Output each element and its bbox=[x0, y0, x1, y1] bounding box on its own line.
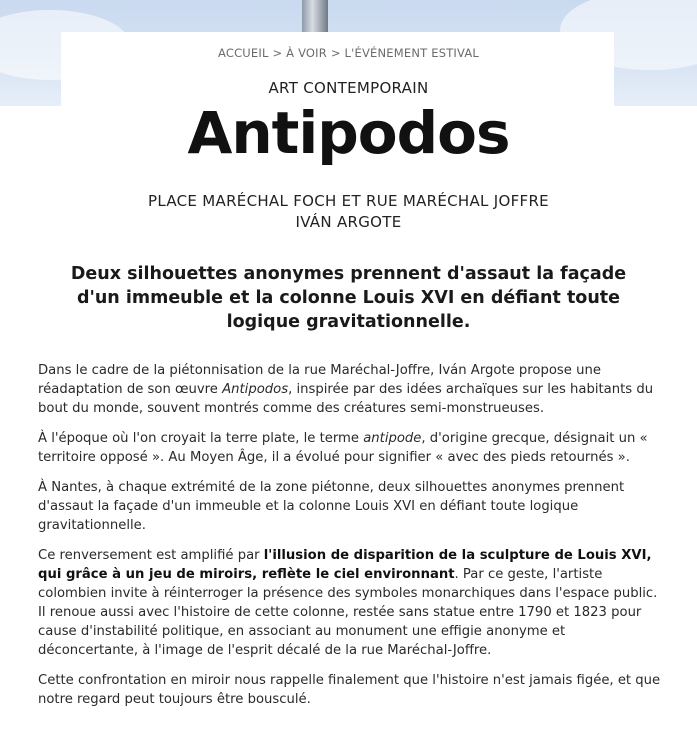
event-location bbox=[0, 191, 697, 233]
text-span: , d'origine grecque, désignait un « territoire opposé ». Au Moyen Âge, il a évolué pour signifier « avec des pieds retournés ». bbox=[38, 431, 648, 465]
breadcrumb-separator: > bbox=[268, 46, 287, 60]
paragraph-etymology bbox=[38, 429, 663, 467]
location-address: PLACE MARÉCHAL FOCH ET RUE MARÉCHAL JOFFRE bbox=[148, 192, 549, 210]
text-span: Ce renversement est amplifié par bbox=[38, 548, 264, 563]
strong-text: l'illusion de disparition de la sculpture de Louis XVI, qui grâce à un jeu de miroirs, reflète le ciel environnant bbox=[38, 548, 652, 582]
paragraph-intro bbox=[38, 361, 663, 418]
paragraph-conclusion: Cette confrontation en miroir nous rappelle finalement que l'histoire n'est jamais figée, et que notre regard peut toujours être bousculé. bbox=[38, 673, 661, 707]
text-span: Dans le cadre de la piétonnisation de la rue Maréchal-Joffre, Iván Argote propose une réadaptation de son œuvre bbox=[38, 363, 601, 397]
paragraph-illusion bbox=[38, 546, 663, 660]
page-category: ART CONTEMPORAIN bbox=[268, 79, 429, 97]
emphasis-text: Antipodos bbox=[222, 382, 289, 397]
text-span: . Par ce geste, l'artiste colombien invite à réinterroger la présence des symboles monarchiques dans l'espace public. Il renoue aussi avec l'histoire de cette colonne, restée sans statue entre 1790 et 1823 pour cause d'instabilité politique, en associant au monument une effigie anonyme et déconcertante, à l'image de l'esprit décalé de la rue Maréchal-Joffre. bbox=[38, 567, 658, 658]
lead-paragraph: Deux silhouettes anonymes prennent d'assaut la façade d'un immeuble et la colonne Louis XVI en défiant toute logique gravitationnelle. bbox=[70, 264, 627, 332]
article-body bbox=[38, 361, 663, 720]
paragraph-nantes: À Nantes, à chaque extrémité de la zone piétonne, deux silhouettes anonymes prennent d'assaut la façade d'un immeuble et la colonne Louis XVI en défiant toute logique gravitationnelle. bbox=[38, 480, 625, 533]
emphasis-text: antipode bbox=[363, 431, 422, 446]
breadcrumb bbox=[0, 46, 697, 60]
artist-name: IVÁN ARGOTE bbox=[295, 213, 402, 231]
breadcrumb-section-link[interactable]: À VOIR bbox=[286, 46, 327, 60]
page-title: Antipodos bbox=[187, 99, 510, 167]
breadcrumb-separator: > bbox=[326, 46, 345, 60]
breadcrumb-home-link[interactable]: ACCUEIL bbox=[217, 46, 269, 60]
text-span: À l'époque où l'on croyait la terre plate, le terme bbox=[38, 431, 364, 446]
breadcrumb-current: L'ÉVÉNEMENT ESTIVAL bbox=[344, 46, 480, 60]
text-span: , inspirée par des idées archaïques sur les habitants du bout du monde, souvent montrés comme des créatures semi-monstrueuses. bbox=[38, 382, 654, 416]
